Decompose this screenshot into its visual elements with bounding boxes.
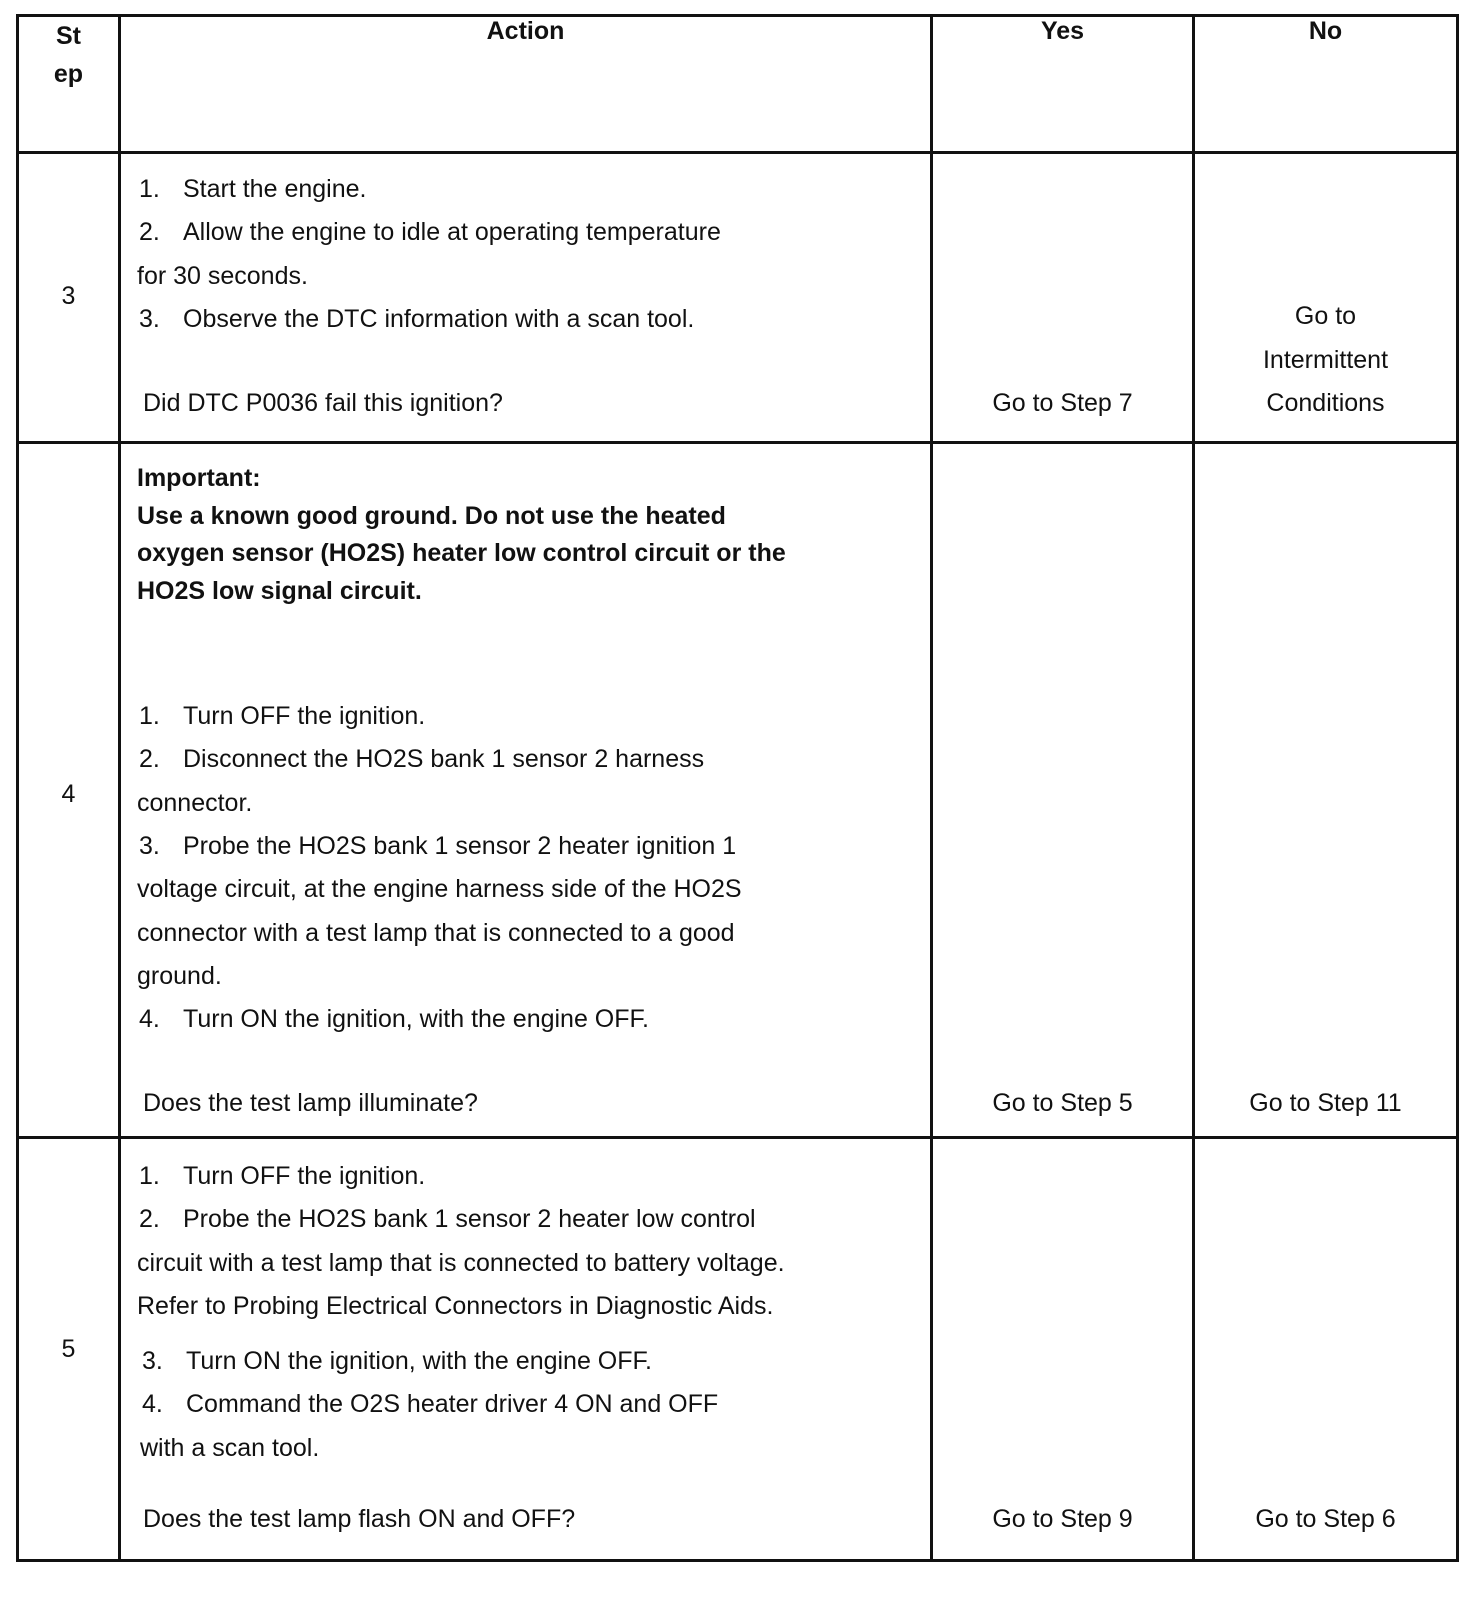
- action-cell: [120, 153, 932, 443]
- no-cell: [1194, 153, 1458, 443]
- no-result-line2: Intermittent: [1262, 346, 1389, 374]
- yes-cell: [932, 153, 1194, 443]
- no-result-line3: Conditions: [1266, 389, 1385, 417]
- table-row: [18, 153, 1458, 443]
- header-step: [18, 16, 120, 153]
- header-step-line1: St: [56, 22, 81, 50]
- no-result-line1: Go to: [1294, 302, 1357, 330]
- action-line: 3. Probe the HO2S bank 1 sensor 2 heater ignition 1: [139, 832, 737, 860]
- step-number: 5: [61, 1335, 76, 1363]
- header-yes: Yes: [932, 16, 1194, 153]
- action-question: Does the test lamp illuminate?: [143, 1089, 478, 1117]
- header-action: Action: [120, 16, 932, 153]
- header-no: No: [1194, 16, 1458, 153]
- no-cell: [1194, 1138, 1458, 1561]
- yes-result: Go to Step 5: [992, 1089, 1133, 1117]
- action-line: 2. Probe the HO2S bank 1 sensor 2 heater low control: [139, 1205, 756, 1233]
- no-result: Go to Step 11: [1249, 1089, 1402, 1117]
- step-cell: [18, 153, 120, 443]
- action-line: 4. Turn ON the ignition, with the engine OFF.: [139, 1005, 649, 1033]
- action-line: with a scan tool.: [140, 1434, 320, 1462]
- action-line: 4. Command the O2S heater driver 4 ON and OFF: [142, 1390, 719, 1418]
- action-line: 1. Turn OFF the ignition.: [139, 702, 426, 730]
- action-line: 3. Observe the DTC information with a scan tool.: [139, 305, 695, 333]
- important-text: Use a known good ground. Do not use the heated: [137, 502, 726, 530]
- table-row: [18, 1138, 1458, 1561]
- action-cell: [120, 1138, 932, 1561]
- header-row: [18, 16, 1458, 153]
- step-cell: [18, 1138, 120, 1561]
- action-line: for 30 seconds.: [137, 262, 308, 290]
- important-text: HO2S low signal circuit.: [137, 577, 422, 605]
- no-cell: [1194, 443, 1458, 1138]
- action-line: 1. Turn OFF the ignition.: [139, 1162, 426, 1190]
- action-cell: [120, 443, 932, 1138]
- diagnostic-table: [16, 14, 1459, 1562]
- yes-result: Go to Step 7: [992, 389, 1133, 417]
- action-line: 3. Turn ON the ignition, with the engine OFF.: [142, 1347, 652, 1375]
- action-line: ground.: [137, 962, 222, 990]
- important-label: Important:: [137, 464, 261, 492]
- table-row: [18, 443, 1458, 1138]
- header-step-line2: ep: [53, 60, 84, 88]
- action-line: 1. Start the engine.: [139, 175, 367, 203]
- action-line: connector.: [137, 789, 253, 817]
- action-line: voltage circuit, at the engine harness side of the HO2S: [137, 875, 742, 903]
- step-number: 3: [61, 282, 76, 310]
- yes-cell: [932, 443, 1194, 1138]
- action-line: Refer to Probing Electrical Connectors in Diagnostic Aids.: [137, 1292, 774, 1320]
- action-question: Did DTC P0036 fail this ignition?: [143, 389, 503, 417]
- important-text: oxygen sensor (HO2S) heater low control circuit or the: [137, 539, 786, 567]
- action-question: Does the test lamp flash ON and OFF?: [143, 1505, 576, 1533]
- yes-result: Go to Step 9: [992, 1505, 1133, 1533]
- action-line: connector with a test lamp that is connected to a good: [137, 919, 735, 947]
- no-result: Go to Step 6: [1255, 1505, 1396, 1533]
- action-line: 2. Allow the engine to idle at operating temperature: [139, 218, 721, 246]
- step-number: 4: [61, 780, 76, 808]
- action-line: circuit with a test lamp that is connected to battery voltage.: [137, 1249, 785, 1277]
- yes-cell: [932, 1138, 1194, 1561]
- action-line: 2. Disconnect the HO2S bank 1 sensor 2 harness: [139, 745, 705, 773]
- step-cell: [18, 443, 120, 1138]
